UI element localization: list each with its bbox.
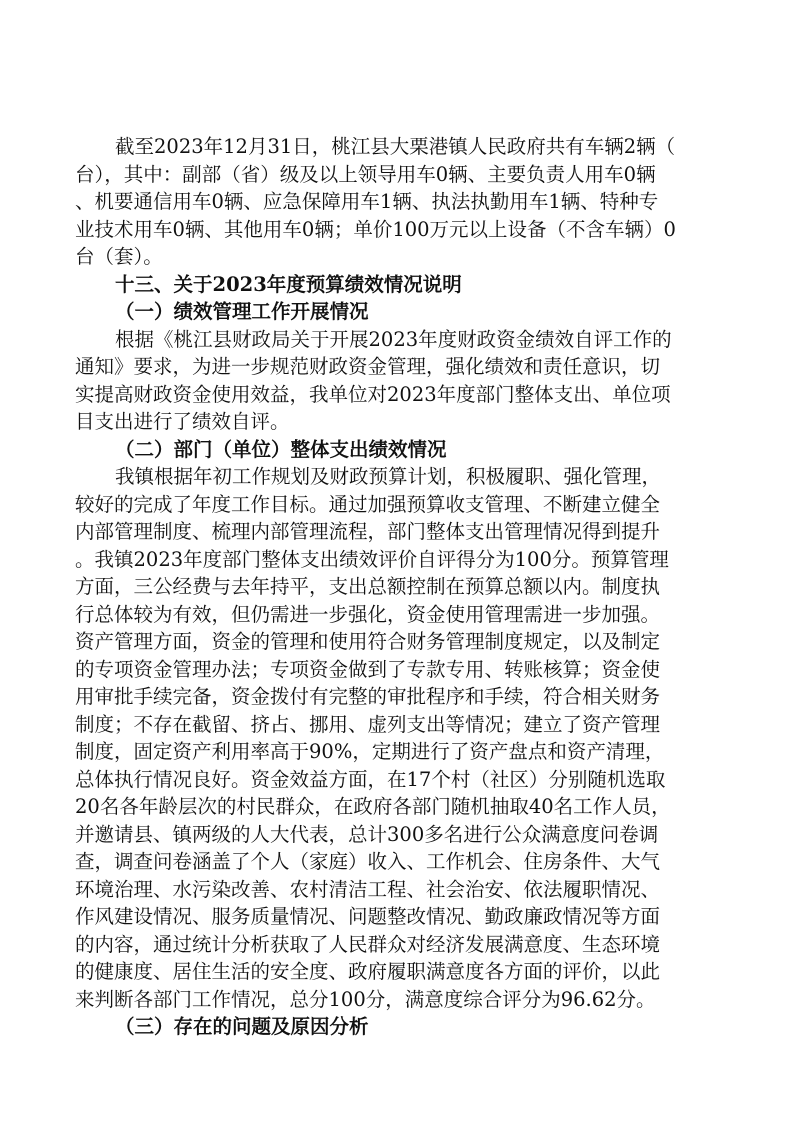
- text-line: 20名各年龄层次的村民群众，在政府各部门随机抽取40名工作人员，: [75, 795, 671, 818]
- text-line: 方面，三公经费与去年持平，支出总额控制在预算总额以内。制度执: [75, 575, 661, 598]
- text-line: 总体执行情况良好。资金效益方面，在17个村（社区）分别随机选取: [75, 768, 666, 791]
- subsection-heading: （三）存在的问题及原因分析: [115, 1015, 369, 1038]
- text-line: 的专项资金管理办法；专项资金做到了专款专用、转账核算；资金使: [75, 658, 661, 681]
- text-line: 目支出进行了绩效自评。: [75, 410, 290, 433]
- text-line: 来判断各部门工作情况，总分100分，满意度综合评分为96.62分。: [75, 988, 656, 1011]
- text-line: 较好的完成了年度工作目标。通过加强预算收支管理、不断建立健全: [75, 493, 661, 516]
- text-line: 制度，固定资产利用率高于90%，定期进行了资产盘点和资产清理，: [75, 740, 665, 763]
- section-heading: 十三、关于2023年度预算绩效情况说明: [115, 273, 462, 296]
- text-line: 业技术用车0辆、其他用车0辆；单价100万元以上设备（不含车辆）0: [75, 218, 676, 241]
- text-line: 实提高财政资金使用效益，我单位对2023年度部门整体支出、单位项: [75, 383, 671, 406]
- text-line: 查，调查问卷涵盖了个人（家庭）收入、工作机会、住房条件、大气: [75, 850, 661, 873]
- text-line: 的健康度、居住生活的安全度、政府履职满意度各方面的评价，以此: [75, 960, 661, 983]
- text-line: 。我镇2023年度部门整体支出绩效评价自评得分为100分。预算管理: [75, 548, 669, 571]
- text-line: 制度；不存在截留、挤占、挪用、虚列支出等情况；建立了资产管理: [75, 713, 661, 736]
- text-line: 环境治理、水污染改善、农村清洁工程、社会治安、依法履职情况、: [75, 878, 661, 901]
- text-line: 并邀请县、镇两级的人大代表，总计300多名进行公众满意度问卷调: [75, 823, 659, 846]
- text-line: 截至2023年12月31日，桃江县大栗港镇人民政府共有车辆2辆（: [115, 135, 676, 158]
- text-line: 我镇根据年初工作规划及财政预算计划，积极履职、强化管理，: [115, 465, 662, 488]
- text-line: 通知》要求，为进一步规范财政资金管理，强化绩效和责任意识，切: [75, 355, 661, 378]
- text-line: 行总体较为有效，但仍需进一步强化，资金使用管理需进一步加强。: [75, 603, 661, 626]
- text-line: 、机要通信用车0辆、应急保障用车1辆、执法执勤用车1辆、特种专: [75, 190, 659, 213]
- text-line: 用审批手续完备，资金拨付有完整的审批程序和手续，符合相关财务: [75, 685, 661, 708]
- text-line: 台），其中：副部（省）级及以上领导用车0辆、主要负责人用车0辆: [75, 163, 656, 186]
- text-line: 的内容，通过统计分析获取了人民群众对经济发展满意度、生态环境: [75, 933, 661, 956]
- text-line: 作风建设情况、服务质量情况、问题整改情况、勤政廉政情况等方面: [75, 905, 661, 928]
- text-line: 内部管理制度、梳理内部管理流程，部门整体支出管理情况得到提升: [75, 520, 661, 543]
- subsection-heading: （二）部门（单位）整体支出绩效情况: [115, 438, 447, 461]
- text-line: 根据《桃江县财政局关于开展2023年度财政资金绩效自评工作的: [115, 328, 672, 351]
- text-line: 资产管理方面，资金的管理和使用符合财务管理制度规定，以及制定: [75, 630, 661, 653]
- text-line: 台（套）。: [75, 245, 163, 268]
- subsection-heading: （一）绩效管理工作开展情况: [115, 300, 369, 323]
